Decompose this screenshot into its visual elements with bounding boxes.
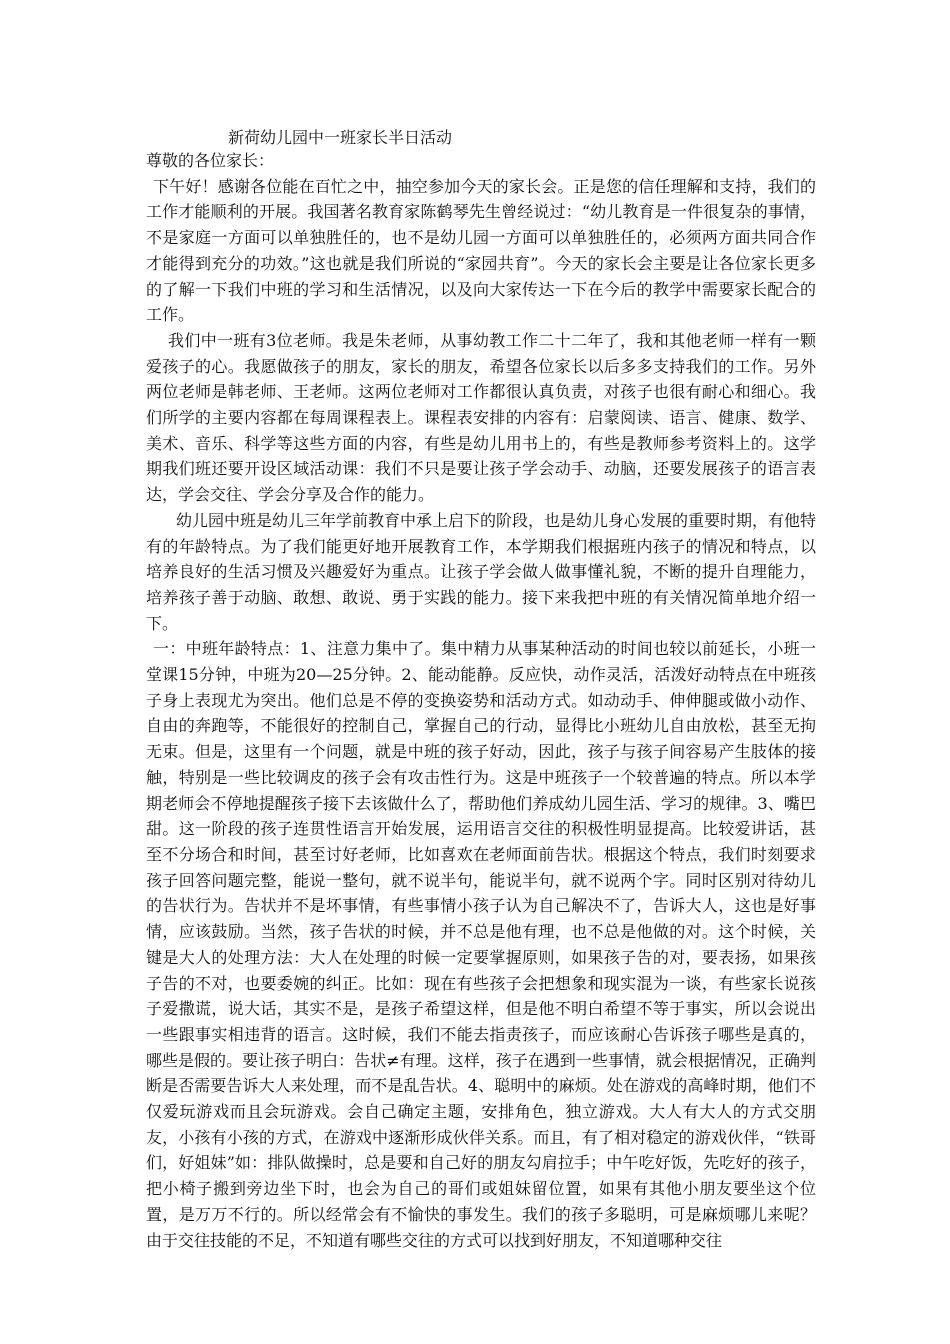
paragraph-middle-class: 幼儿园中班是幼儿三年学前教育中承上启下的阶段，也是幼儿身心发展的重要时期，有他特有的年龄特点。为了我们能更好地开展教育工作，本学期我们根据班内孩子的情况和特点，以培养良好的生活习惯及兴趣爱好为重点。让孩子学会做人做事懂礼貌，不断的提升自理能力，培养孩子善于动脑、敢想、敢说、勇于实践的能力。接下来我把中班的有关情况简单地介绍一下。: [146, 510, 817, 633]
document-body: [146, 148, 816, 1253]
paragraph-teachers: 我们中一班有3位老师。我是朱老师，从事幼教工作二十二年了，我和其他老师一样有一颗爱孩子的心。我愿做孩子的朋友，家长的朋友，希望各位家长以后多多支持我们的工作。另外两位老师是韩老师、王老师。这两位老师对工作都很认真负责，对孩子也很有耐心和细心。我们所学的主要内容都在每周课程表上。课程表安排的内容有：启蒙阅读、语言、健康、数学、美术、音乐、科学等这些方面的内容，有些是幼儿用书上的，有些是教师参考资料上的。这学期我们班还要开设区域活动课：我们不只是要让孩子学会动手、动脑，还要发展孩子的语言表达，学会交往、学会分享及合作的能力。: [146, 330, 816, 505]
paragraph-opening: 下午好！感谢各位能在百忙之中，抽空参加今天的家长会。正是您的信任理解和支持，我们的工作才能顺利的开展。我国著名教育家陈鹤琴先生曾经说过：“幼儿教育是一件很复杂的事情，不是家庭一方面可以单独胜任的，也不是幼儿园一方面可以单独胜任的，必须两方面共同合作才能得到充分的功效。”这也就是我们所说的“家园共育”。今天的家长会主要是让各位家长更多的了解一下我们中班的学习和生活情况，以及向大家传达一下在今后的教学中需要家长配合的工作。: [146, 176, 816, 325]
paragraph-age-features: 一：中班年龄特点：1、注意力集中了。集中精力从事某种活动的时间也较以前延长，小班一堂课15分钟，中班为20—25分钟。2、能动能静。反应快，动作灵活，活泼好动特点在中班孩子身上表现尤为突出。他们总是不停的变换姿势和活动方式。如动动手、伸伸腿或做小动作、自由的奔跑等，不能很好的控制自己，掌握自己的行动，显得比小班幼儿自由放松，甚至无拘无束。但是，这里有一个问题，就是中班的孩子好动，因此，孩子与孩子间容易产生肢体的接触，特别是一些比较调皮的孩子会有攻击性行为。这是中班孩子一个较普遍的特点。所以本学期老师会不停地提醒孩子接下去该做什么了，帮助他们养成幼儿园生活、学习的规律。3、嘴巴甜。这一阶段的孩子连贯性语言开始发展，运用语言交往的积极性明显提高。比较爱讲话，甚至不分场合和时间，甚至讨好老师，比如喜欢在老师面前告状。根据这个特点，我们时刻要求孩子回答问题完整，能说一整句，就不说半句，能说半句，就不说两个字。同时区别对待幼儿的告状行为。告状并不是坏事情，有些事情小孩子认为自己解决不了，告诉大人，这也是好事情，应该鼓励。当然，孩子告状的时候，并不总是他有理，也不总是他做的对。这个时候，关键是大人的处理方法：大人在处理的时候一定要掌握原则，如果孩子告的对，要表扬，如果孩子告的不对，也要委婉的纠正。比如：现在有些孩子会把想象和现实混为一谈，有些家长说孩子爱撒谎，说大话，其实不是，是孩子希望这样，但是他不明白希望不等于事实，所以会说出一些跟事实相违背的语言。这时候，我们不能去指责孩子，而应该耐心告诉孩子哪些是真的，哪些是假的。要让孩子明白：告状≠有理。这样，孩子在遇到一些事情，就会根据情况，正确判断是否需要告诉大人来处理，而不是乱告状。4、聪明中的麻烦。处在游戏的高峰时期，他们不仅爱玩游戏而且会玩游戏。会自己确定主题，安排角色，独立游戏。大人有大人的方式交朋友，小孩有小孩的方式，在游戏中逐渐形成伙伴关系。而且，有了相对稳定的游戏伙伴，“铁哥们，好姐妹”如：排队做操时，总是要和自己好的朋友勾肩拉手；中午吃好饭，先吃好的孩子，把小椅子搬到旁边坐下时，也会为自己的哥们或姐妹留位置，如果有其他小朋友要坐这个位置，是万万不行的。所以经常会有不愉快的事发生。我们的孩子多聪明，可是麻烦哪儿来呢？由于交往技能的不足，不知道有哪些交往的方式可以找到好朋友，不知道哪种交往: [146, 639, 816, 1250]
greeting-line: 尊敬的各位家长：: [146, 151, 275, 170]
document-title: 新荷幼儿园中一班家长半日活动: [228, 128, 453, 147]
